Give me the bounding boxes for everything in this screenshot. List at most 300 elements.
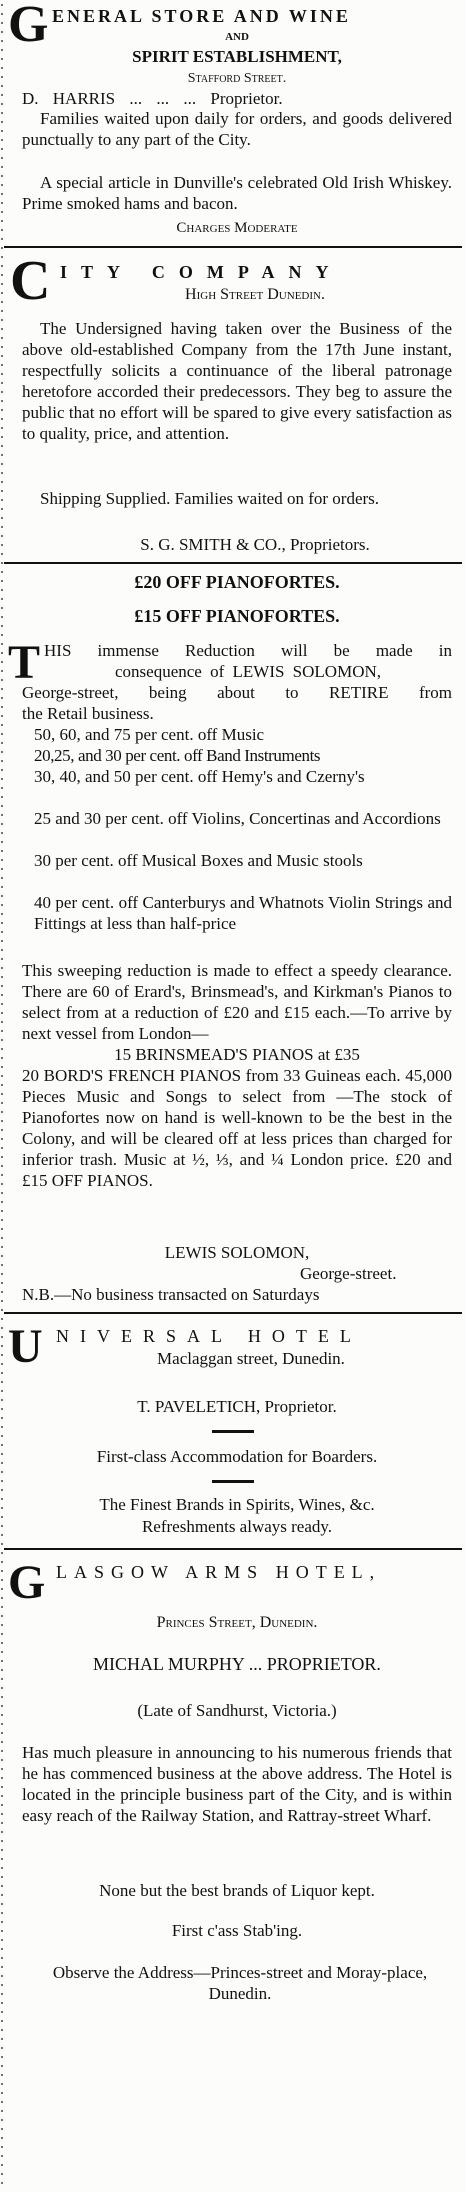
margin-dot — [1, 1291, 3, 1293]
margin-dot — [1, 1696, 3, 1698]
ad-proprietor: T. PAVELETICH, Proprietor. — [137, 1397, 337, 1416]
margin-dot — [1, 796, 3, 798]
ad-signature-street: George-street. — [300, 1264, 397, 1283]
margin-dot — [1, 976, 3, 978]
margin-dot — [1, 373, 3, 375]
margin-dot — [1, 175, 3, 177]
ad-line: Observe the Address—Princes-street and Moray-place, Dunedin. — [52, 1963, 428, 2003]
margin-dot — [1, 985, 3, 987]
margin-dot — [1, 157, 3, 159]
margin-dot — [1, 1561, 3, 1563]
list-item: 40 per cent. off Canterburys and Whatnots Violin Strings and Fittings at less than half-price — [34, 893, 452, 933]
margin-dot — [1, 1111, 3, 1113]
dropcap: G — [8, 0, 49, 53]
margin-dot — [1, 1174, 3, 1176]
margin-dot — [1, 823, 3, 825]
margin-dot — [1, 1759, 3, 1761]
margin-dot — [1, 1354, 3, 1356]
margin-dot — [1, 265, 3, 267]
ad-line: None but the best brands of Liquor kept. — [99, 1881, 375, 1900]
margin-dot — [1, 148, 3, 150]
margin-dot — [1, 1552, 3, 1554]
margin-dot — [1, 85, 3, 87]
ad-heading: £15 OFF PIANOFORTES. — [134, 606, 340, 626]
margin-dot — [1, 1138, 3, 1140]
margin-dot — [1, 1525, 3, 1527]
margin-dot — [1, 247, 3, 249]
ad-heading: £20 OFF PIANOFORTES. — [134, 572, 340, 592]
margin-dot — [1, 697, 3, 699]
margin-dot — [1, 310, 3, 312]
ad-line: The Finest Brands in Spirits, Wines, &c. — [99, 1495, 375, 1514]
margin-dot — [1, 1156, 3, 1158]
margin-dot — [1, 1768, 3, 1770]
margin-dot — [1, 2173, 3, 2175]
margin-dot — [1, 400, 3, 402]
margin-dot — [1, 787, 3, 789]
margin-dot — [1, 229, 3, 231]
ad-line: First-class Accommodation for Boarders. — [96, 1447, 378, 1466]
margin-dot — [1, 1021, 3, 1023]
margin-dot — [1, 2065, 3, 2067]
margin-dot — [1, 760, 3, 762]
margin-dot — [1, 2002, 3, 2004]
margin-dot — [1, 1912, 3, 1914]
margin-dot — [1, 31, 3, 33]
margin-dot — [1, 508, 3, 510]
ad-intro-line: HIS immense Reduction will be made in — [44, 641, 452, 660]
margin-dot — [1, 1102, 3, 1104]
ad-and: AND — [225, 31, 249, 43]
margin-dot — [1, 940, 3, 942]
margin-dot — [1, 958, 3, 960]
margin-dot — [1, 1678, 3, 1680]
margin-dot — [1, 1030, 3, 1032]
short-rule — [212, 1480, 254, 1483]
margin-dot — [1, 454, 3, 456]
margin-dot — [1, 193, 3, 195]
ad-signature: LEWIS SOLOMON, — [164, 1243, 310, 1262]
margin-dot — [1, 1948, 3, 1950]
margin-dot — [1, 1489, 3, 1491]
margin-dot — [1, 517, 3, 519]
dropcap: T — [8, 636, 41, 689]
margin-dot — [1, 724, 3, 726]
margin-dot — [1, 895, 3, 897]
margin-dot — [1, 805, 3, 807]
margin-dot — [1, 382, 3, 384]
margin-dot — [1, 1372, 3, 1374]
margin-dot — [1, 1984, 3, 1986]
ad-late: (Late of Sandhurst, Victoria.) — [137, 1701, 337, 1720]
margin-dot — [1, 1480, 3, 1482]
margin-dot — [1, 1435, 3, 1437]
margin-dot — [1, 220, 3, 222]
margin-dot — [1, 2182, 3, 2184]
margin-dot — [1, 1687, 3, 1689]
margin-dot — [1, 472, 3, 474]
ad-body: Shipping Supplied. Families waited on for orders. — [40, 489, 380, 508]
margin-dot — [1, 1858, 3, 1860]
ad-body: The Undersigned having taken over the Business of the above old-established Company from the 17th June instant, respectfully solicits a continuance of the liberal patronage heretofore accorded their predecessors. They beg to assure the public that no effort will be spared to give every satisfaction as to quality, price, and attention. — [22, 319, 452, 443]
margin-dot — [1, 1795, 3, 1797]
margin-dot — [1, 1237, 3, 1239]
margin-dot — [1, 2074, 3, 2076]
margin-dot — [1, 1282, 3, 1284]
margin-dot — [1, 553, 3, 555]
ad-intro-line: George-street, being about to RETIRE from — [22, 683, 452, 702]
divider — [4, 1548, 462, 1550]
margin-dot — [1, 1570, 3, 1572]
margin-dot — [1, 949, 3, 951]
margin-dot — [1, 1336, 3, 1338]
margin-dot — [1, 463, 3, 465]
margin-dot — [1, 391, 3, 393]
margin-dot — [1, 1831, 3, 1833]
margin-dot — [1, 1579, 3, 1581]
margin-dots — [0, 0, 4, 2192]
margin-dot — [1, 859, 3, 861]
margin-dot — [1, 1408, 3, 1410]
margin-dot — [1, 2083, 3, 2085]
margin-dot — [1, 715, 3, 717]
margin-dot — [1, 1939, 3, 1941]
margin-dot — [1, 562, 3, 564]
margin-dot — [1, 913, 3, 915]
ad-line: Refreshments always ready. — [141, 1517, 333, 1536]
margin-dot — [1, 850, 3, 852]
ad-body: Has much pleasure in announcing to his numerous friends that he has commenced business at the above address. The Hotel is located in the principle business part of the City, and is within easy reach of the Railway Station, and Rattray-street Wharf. — [22, 1743, 452, 1825]
margin-dot — [1, 2020, 3, 2022]
margin-dot — [1, 1228, 3, 1230]
ad-line: First c'ass Stab'ing. — [171, 1921, 303, 1940]
margin-dot — [1, 2029, 3, 2031]
margin-dot — [1, 967, 3, 969]
margin-dot — [1, 1129, 3, 1131]
margin-dot — [1, 1876, 3, 1878]
margin-dot — [1, 1318, 3, 1320]
margin-dot — [1, 670, 3, 672]
margin-dot — [1, 58, 3, 60]
margin-dot — [1, 1012, 3, 1014]
margin-dot — [1, 121, 3, 123]
margin-dot — [1, 634, 3, 636]
margin-dot — [1, 1381, 3, 1383]
margin-dot — [1, 1147, 3, 1149]
margin-dot — [1, 2110, 3, 2112]
margin-dot — [1, 436, 3, 438]
margin-dot — [1, 76, 3, 78]
margin-dot — [1, 598, 3, 600]
margin-dot — [1, 1201, 3, 1203]
ad-street: Princes Street, Dunedin. — [156, 1614, 318, 1631]
margin-dot — [1, 922, 3, 924]
margin-dot — [1, 2056, 3, 2058]
margin-dot — [1, 1885, 3, 1887]
ad-proprietor: MICHAL MURPHY ... PROPRIETOR. — [93, 1654, 381, 1674]
ad-footer: Charges Moderate — [176, 220, 298, 236]
margin-dot — [1, 1003, 3, 1005]
margin-dot — [1, 1183, 3, 1185]
margin-dot — [1, 1867, 3, 1869]
margin-dot — [1, 1714, 3, 1716]
margin-dot — [1, 1732, 3, 1734]
margin-dot — [1, 1210, 3, 1212]
margin-dot — [1, 409, 3, 411]
dropcap: G — [8, 1556, 46, 1609]
ad-proprietor-line: D. HARRIS ... ... ... Proprietor. — [22, 89, 283, 108]
margin-dot — [1, 238, 3, 240]
margin-dot — [1, 769, 3, 771]
margin-dot — [1, 1390, 3, 1392]
margin-dot — [1, 544, 3, 546]
margin-dot — [1, 625, 3, 627]
margin-dot — [1, 1516, 3, 1518]
margin-dot — [1, 2119, 3, 2121]
ad-street: Stafford Street. — [187, 71, 287, 86]
margin-dot — [1, 1993, 3, 1995]
margin-dot — [1, 778, 3, 780]
margin-dot — [1, 1840, 3, 1842]
margin-dot — [1, 1048, 3, 1050]
margin-dot — [1, 94, 3, 96]
margin-dot — [1, 2047, 3, 2049]
divider — [4, 246, 462, 248]
margin-dot — [1, 733, 3, 735]
ad-subtitle: SPIRIT ESTABLISHMENT, — [132, 47, 342, 66]
margin-dot — [1, 364, 3, 366]
margin-dot — [1, 679, 3, 681]
ad-intro-line: the Retail business. — [22, 704, 154, 723]
margin-dot — [1, 1930, 3, 1932]
margin-dot — [1, 1849, 3, 1851]
margin-dot — [1, 2038, 3, 2040]
ad-title: ENERAL STORE AND WINE — [52, 6, 351, 26]
margin-dot — [1, 1705, 3, 1707]
ad-note: N.B.—No business transacted on Saturdays — [22, 1285, 320, 1304]
margin-dot — [1, 2092, 3, 2094]
divider — [4, 1312, 462, 1314]
margin-dot — [1, 832, 3, 834]
margin-dot — [1, 1345, 3, 1347]
margin-dot — [1, 1777, 3, 1779]
margin-dot — [1, 706, 3, 708]
margin-dot — [1, 2155, 3, 2157]
margin-dot — [1, 337, 3, 339]
margin-dot — [1, 445, 3, 447]
margin-dot — [1, 1309, 3, 1311]
margin-dot — [1, 580, 3, 582]
margin-dot — [1, 319, 3, 321]
margin-dot — [1, 535, 3, 537]
dropcap: U — [8, 1320, 43, 1373]
margin-dot — [1, 1444, 3, 1446]
margin-dot — [1, 1507, 3, 1509]
list-item: 30, 40, and 50 per cent. off Hemy's and Czerny's — [34, 767, 365, 786]
margin-dot — [1, 904, 3, 906]
margin-dot — [1, 1894, 3, 1896]
margin-dot — [1, 1363, 3, 1365]
margin-dot — [1, 886, 3, 888]
margin-dot — [1, 877, 3, 879]
margin-dot — [1, 1165, 3, 1167]
margin-dot — [1, 283, 3, 285]
margin-dot — [1, 1975, 3, 1977]
margin-dot — [1, 2128, 3, 2130]
margin-dot — [1, 499, 3, 501]
ad-body: Families waited upon daily for orders, and goods delivered punctually to any part of the City. — [22, 109, 452, 149]
margin-dot — [1, 184, 3, 186]
margin-dot — [1, 346, 3, 348]
margin-dot — [1, 2011, 3, 2013]
ad-intro-line: consequence of LEWIS SOLOMON, — [115, 662, 381, 681]
margin-dot — [1, 301, 3, 303]
margin-dot — [1, 103, 3, 105]
margin-dot — [1, 1093, 3, 1095]
short-rule — [212, 1430, 254, 1433]
margin-dot — [1, 1453, 3, 1455]
margin-dot — [1, 1624, 3, 1626]
margin-dot — [1, 1039, 3, 1041]
margin-dot — [1, 481, 3, 483]
margin-dot — [1, 1669, 3, 1671]
margin-dot — [1, 688, 3, 690]
margin-dot — [1, 418, 3, 420]
dropcap: C — [10, 250, 51, 312]
margin-dot — [1, 1417, 3, 1419]
margin-dot — [1, 1642, 3, 1644]
list-item: 20,25, and 30 per cent. off Band Instruments — [34, 746, 321, 765]
margin-dot — [1, 40, 3, 42]
list-item: 50, 60, and 75 per cent. off Music — [34, 725, 265, 744]
margin-dot — [1, 1534, 3, 1536]
margin-dot — [1, 2137, 3, 2139]
ad-street: Maclaggan street, Dunedin. — [157, 1349, 345, 1368]
margin-dot — [1, 1471, 3, 1473]
margin-dot — [1, 1660, 3, 1662]
margin-dot — [1, 202, 3, 204]
margin-dot — [1, 1255, 3, 1257]
margin-dot — [1, 2101, 3, 2103]
margin-dot — [1, 1075, 3, 1077]
margin-dot — [1, 994, 3, 996]
ad-title: NIVERSAL HOTEL — [56, 1326, 362, 1346]
ad-body: A special article in Dunville's celebrated Old Irish Whiskey. Prime smoked hams and bacon. — [22, 173, 452, 213]
margin-dot — [1, 1804, 3, 1806]
margin-dot — [1, 427, 3, 429]
margin-dot — [1, 1057, 3, 1059]
margin-dot — [1, 1957, 3, 1959]
margin-dot — [1, 661, 3, 663]
margin-dot — [1, 1615, 3, 1617]
margin-dot — [1, 256, 3, 258]
margin-dot — [1, 1903, 3, 1905]
margin-dot — [1, 1786, 3, 1788]
ad-offer: 15 BRINSMEAD'S PIANOS at £35 — [114, 1045, 360, 1064]
margin-dot — [1, 1822, 3, 1824]
margin-dot — [1, 2146, 3, 2148]
margin-dot — [1, 49, 3, 51]
margin-dot — [1, 1192, 3, 1194]
margin-dot — [1, 1597, 3, 1599]
margin-dot — [1, 1219, 3, 1221]
margin-dot — [1, 1426, 3, 1428]
margin-dot — [1, 328, 3, 330]
margin-dot — [1, 589, 3, 591]
margin-dot — [1, 1246, 3, 1248]
margin-dot — [1, 751, 3, 753]
margin-dot — [1, 1327, 3, 1329]
ad-street: High Street Dunedin. — [185, 286, 325, 303]
margin-dot — [1, 526, 3, 528]
margin-dot — [1, 1741, 3, 1743]
margin-dot — [1, 274, 3, 276]
ad-body: 20 BORD'S FRENCH PIANOS from 33 Guineas each. 45,000 Pieces Music and Songs to select from —The stock of Pianofortes now on hand is well-known to be the best in the Colony, and will be cleared off at less prices than charged for inferior trash. Music at ½, ⅓, and ¼ London price. £20 and £15 OFF PIANOS. — [22, 1066, 452, 1190]
margin-dot — [1, 1750, 3, 1752]
margin-dot — [1, 1264, 3, 1266]
margin-dot — [1, 13, 3, 15]
margin-dot — [1, 1606, 3, 1608]
margin-dot — [1, 211, 3, 213]
margin-dot — [1, 1633, 3, 1635]
margin-dot — [1, 616, 3, 618]
margin-dot — [1, 643, 3, 645]
margin-dot — [1, 139, 3, 141]
margin-dot — [1, 607, 3, 609]
margin-dot — [1, 166, 3, 168]
margin-dot — [1, 355, 3, 357]
margin-dot — [1, 1498, 3, 1500]
margin-dot — [1, 490, 3, 492]
margin-dot — [1, 4, 3, 6]
margin-dot — [1, 868, 3, 870]
margin-dot — [1, 112, 3, 114]
margin-dot — [1, 1066, 3, 1068]
margin-dot — [1, 1399, 3, 1401]
margin-dot — [1, 1273, 3, 1275]
margin-dot — [1, 742, 3, 744]
margin-dot — [1, 841, 3, 843]
margin-dot — [1, 1813, 3, 1815]
ad-body: This sweeping reduction is made to effect a speedy clearance. There are 60 of Erard's, Brinsmead's, and Kirkman's Pianos to select from at a reduction of £20 and £15 each.—To arrive by next vessel from London— — [22, 961, 452, 1043]
margin-dot — [1, 1966, 3, 1968]
margin-dot — [1, 67, 3, 69]
margin-dot — [1, 1462, 3, 1464]
margin-dot — [1, 931, 3, 933]
margin-dot — [1, 1651, 3, 1653]
divider — [4, 562, 462, 564]
margin-dot — [1, 2164, 3, 2166]
margin-dot — [1, 1120, 3, 1122]
margin-dot — [1, 292, 3, 294]
list-item: 25 and 30 per cent. off Violins, Concertinas and Accordions — [34, 809, 441, 828]
margin-dot — [1, 1084, 3, 1086]
margin-dot — [1, 22, 3, 24]
margin-dot — [1, 1588, 3, 1590]
margin-dot — [1, 652, 3, 654]
margin-dot — [1, 1723, 3, 1725]
margin-dot — [1, 1921, 3, 1923]
margin-dot — [1, 1543, 3, 1545]
margin-dot — [1, 130, 3, 132]
margin-dot — [1, 1300, 3, 1302]
ad-title: ITY COMPANY — [60, 262, 343, 282]
margin-dot — [1, 814, 3, 816]
margin-dot — [1, 571, 3, 573]
ad-signature: S. G. SMITH & CO., Proprietors. — [140, 535, 370, 554]
list-item: 30 per cent. off Musical Boxes and Music stools — [34, 851, 363, 870]
ad-title: LASGOW ARMS HOTEL, — [56, 1562, 382, 1582]
